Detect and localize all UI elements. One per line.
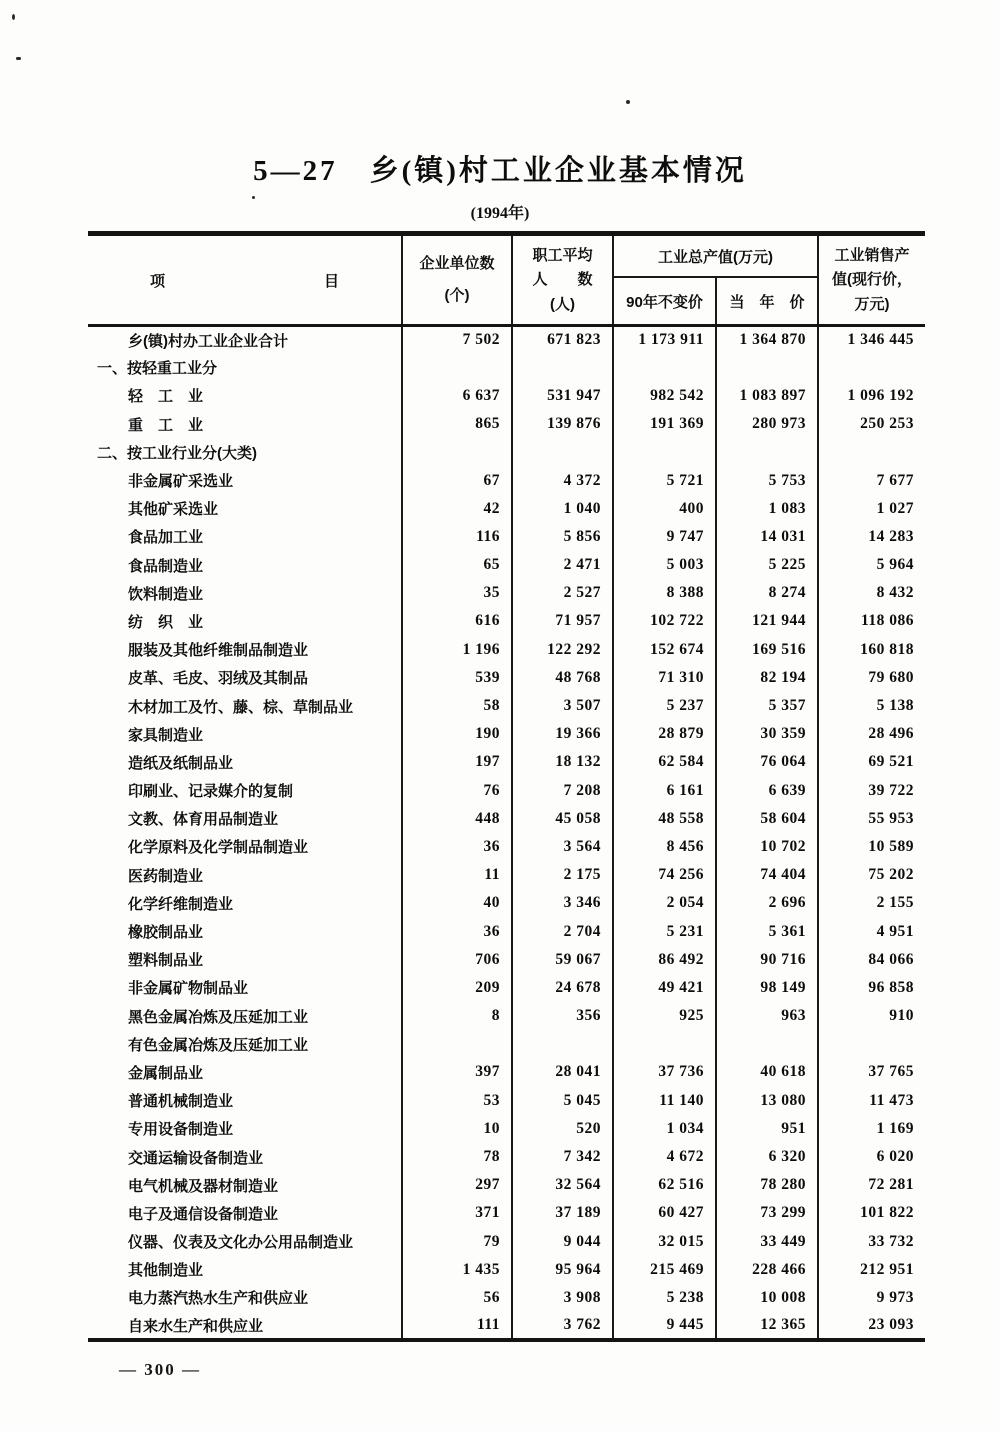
row-value: 520 [512, 1115, 613, 1143]
row-value: 6 161 [613, 777, 716, 805]
row-label: 食品加工业 [128, 529, 204, 547]
row-value: 1 040 [512, 495, 613, 523]
table-row [88, 720, 925, 748]
row-value: 9 044 [512, 1228, 613, 1256]
row-value: 12 365 [716, 1312, 818, 1340]
row-value: 33 449 [716, 1228, 818, 1256]
row-value: 40 618 [716, 1058, 818, 1086]
row-value: 69 521 [818, 748, 925, 776]
row-value: 5 856 [512, 523, 613, 551]
header-enterprises [402, 234, 512, 326]
row-value: 139 876 [512, 410, 613, 438]
row-value: 1 034 [613, 1115, 716, 1143]
header-sales-line3: 万元) [854, 295, 890, 313]
row-value: 2 054 [613, 889, 716, 917]
table-row [88, 917, 925, 945]
table-row [88, 326, 925, 354]
row-value: 169 516 [716, 636, 818, 664]
row-label: 轻 工 业 [128, 388, 204, 406]
row-label: 橡胶制品业 [128, 924, 204, 942]
table-body [88, 326, 925, 1341]
row-value [613, 438, 716, 466]
row-value: 6 637 [402, 382, 512, 410]
row-label: 纺 织 业 [128, 613, 204, 631]
header-staff-unit: (人) [550, 295, 575, 313]
row-value [818, 354, 925, 382]
table-row [88, 664, 925, 692]
row-value: 98 149 [716, 974, 818, 1002]
table-row [88, 1143, 925, 1171]
row-value: 5 045 [512, 1087, 613, 1115]
header-item-left: 项 [150, 272, 166, 290]
header-constant-price: 90年不变价 [613, 277, 716, 325]
table-row [88, 946, 925, 974]
row-value: 37 189 [512, 1199, 613, 1227]
row-label: 服装及其他纤维制品制造业 [128, 642, 309, 660]
row-value: 951 [716, 1115, 818, 1143]
row-value: 228 466 [716, 1256, 818, 1284]
row-value: 60 427 [613, 1199, 716, 1227]
row-value [402, 1030, 512, 1058]
table-row [88, 551, 925, 579]
table-row [88, 1312, 925, 1340]
row-value: 8 274 [716, 579, 818, 607]
row-value: 10 589 [818, 833, 925, 861]
row-value: 35 [402, 579, 512, 607]
row-value: 62 516 [613, 1171, 716, 1199]
row-value: 2 527 [512, 579, 613, 607]
row-value [716, 354, 818, 382]
row-value: 11 473 [818, 1087, 925, 1115]
row-value [512, 438, 613, 466]
row-label: 医药制造业 [128, 867, 204, 885]
row-label: 化学原料及化学制品制造业 [128, 839, 309, 857]
table-row [88, 1228, 925, 1256]
row-value [402, 354, 512, 382]
row-value: 3 762 [512, 1312, 613, 1340]
row-value: 865 [402, 410, 512, 438]
row-value: 1 083 897 [716, 382, 818, 410]
row-value: 2 471 [512, 551, 613, 579]
row-value: 1 173 911 [613, 326, 716, 354]
row-value: 8 456 [613, 833, 716, 861]
row-value: 37 736 [613, 1058, 716, 1086]
header-current-price: 当 年 价 [716, 277, 818, 325]
table-row [88, 495, 925, 523]
row-value [716, 438, 818, 466]
row-value: 539 [402, 664, 512, 692]
row-value: 7 502 [402, 326, 512, 354]
row-value: 1 435 [402, 1256, 512, 1284]
row-value: 2 704 [512, 917, 613, 945]
row-value: 3 564 [512, 833, 613, 861]
row-value: 33 732 [818, 1228, 925, 1256]
row-value: 9 973 [818, 1284, 925, 1312]
row-value: 5 721 [613, 466, 716, 494]
header-enterprises-label: 企业单位数 [419, 254, 495, 272]
row-value: 32 015 [613, 1228, 716, 1256]
header-staff-line1: 职工平均 [532, 246, 593, 264]
row-value: 19 366 [512, 720, 613, 748]
row-value: 6 020 [818, 1143, 925, 1171]
row-value: 982 542 [613, 382, 716, 410]
row-label: 一、按轻重工业分 [97, 360, 218, 378]
row-value: 72 281 [818, 1171, 925, 1199]
row-value: 78 280 [716, 1171, 818, 1199]
row-label: 塑料制品业 [128, 952, 204, 970]
header-item-right: 目 [323, 272, 339, 290]
row-value: 197 [402, 748, 512, 776]
table-row [88, 466, 925, 494]
row-label: 化学纤维制造业 [128, 895, 234, 913]
row-value: 37 765 [818, 1058, 925, 1086]
row-value: 8 [402, 1002, 512, 1030]
scan-speck [16, 57, 21, 60]
row-value: 1 196 [402, 636, 512, 664]
row-value: 356 [512, 1002, 613, 1030]
row-value: 48 768 [512, 664, 613, 692]
row-value: 963 [716, 1002, 818, 1030]
table-row [88, 354, 925, 382]
row-value: 59 067 [512, 946, 613, 974]
row-label: 非金属矿采选业 [128, 473, 234, 491]
row-value: 71 310 [613, 664, 716, 692]
row-label: 电力蒸汽热水生产和供应业 [128, 1290, 309, 1308]
row-value: 5 138 [818, 692, 925, 720]
row-value: 3 346 [512, 889, 613, 917]
header-enterprises-unit: (个) [444, 287, 470, 305]
header-staff-line2: 人 数 [532, 271, 593, 288]
row-value: 62 584 [613, 748, 716, 776]
row-value: 4 951 [818, 917, 925, 945]
row-label: 电气机械及器材制造业 [128, 1177, 279, 1195]
row-value: 9 747 [613, 523, 716, 551]
row-value: 14 031 [716, 523, 818, 551]
row-value: 65 [402, 551, 512, 579]
scan-speck [12, 14, 15, 20]
row-value: 7 677 [818, 466, 925, 494]
row-value: 7 342 [512, 1143, 613, 1171]
row-value: 101 822 [818, 1199, 925, 1227]
row-label: 乡(镇)村办工业企业合计 [128, 332, 288, 350]
row-value: 4 372 [512, 466, 613, 494]
row-value: 5 003 [613, 551, 716, 579]
table-row [88, 1115, 925, 1143]
scan-speck [252, 196, 255, 199]
header-item [88, 234, 402, 326]
row-value: 6 320 [716, 1143, 818, 1171]
table-row [88, 833, 925, 861]
row-value: 152 674 [613, 636, 716, 664]
row-value: 40 [402, 889, 512, 917]
row-value: 671 823 [512, 326, 613, 354]
table-row [88, 1171, 925, 1199]
row-value: 116 [402, 523, 512, 551]
table-row [88, 636, 925, 664]
row-value: 5 238 [613, 1284, 716, 1312]
row-value: 1 346 445 [818, 326, 925, 354]
row-value: 280 973 [716, 410, 818, 438]
row-value: 1 027 [818, 495, 925, 523]
row-value: 191 369 [613, 410, 716, 438]
row-value: 3 507 [512, 692, 613, 720]
row-value: 74 404 [716, 861, 818, 889]
row-value: 36 [402, 833, 512, 861]
table-row [88, 410, 925, 438]
row-value: 10 702 [716, 833, 818, 861]
table-header [88, 234, 925, 326]
row-value: 9 445 [613, 1312, 716, 1340]
row-value [512, 354, 613, 382]
statistics-table [88, 231, 925, 1342]
table-row [88, 523, 925, 551]
row-value: 2 175 [512, 861, 613, 889]
row-value: 86 492 [613, 946, 716, 974]
row-value: 5 237 [613, 692, 716, 720]
table-row [88, 861, 925, 889]
table-row [88, 438, 925, 466]
row-value: 7 208 [512, 777, 613, 805]
row-value: 49 421 [613, 974, 716, 1002]
row-value: 18 132 [512, 748, 613, 776]
row-value: 71 957 [512, 607, 613, 635]
row-value: 212 951 [818, 1256, 925, 1284]
row-value: 910 [818, 1002, 925, 1030]
row-value: 36 [402, 917, 512, 945]
row-value [613, 354, 716, 382]
row-value: 55 953 [818, 805, 925, 833]
row-value: 925 [613, 1002, 716, 1030]
row-label: 印刷业、记录媒介的复制 [128, 783, 294, 801]
row-value [818, 438, 925, 466]
row-value: 616 [402, 607, 512, 635]
row-value: 78 [402, 1143, 512, 1171]
row-value: 10 008 [716, 1284, 818, 1312]
row-value: 24 678 [512, 974, 613, 1002]
table-row [88, 692, 925, 720]
row-value: 190 [402, 720, 512, 748]
row-value: 160 818 [818, 636, 925, 664]
row-value: 2 155 [818, 889, 925, 917]
row-label: 电子及通信设备制造业 [128, 1205, 279, 1223]
row-value: 2 696 [716, 889, 818, 917]
row-value: 75 202 [818, 861, 925, 889]
row-label: 皮革、毛皮、羽绒及其制品 [128, 670, 309, 688]
row-value: 5 225 [716, 551, 818, 579]
row-value: 4 672 [613, 1143, 716, 1171]
table-row [88, 1002, 925, 1030]
row-value: 5 357 [716, 692, 818, 720]
row-value [613, 1030, 716, 1058]
row-value: 79 [402, 1228, 512, 1256]
row-label: 有色金属冶炼及压延加工业 [128, 1036, 309, 1054]
row-label: 饮料制造业 [128, 585, 204, 603]
row-value: 90 716 [716, 946, 818, 974]
table-row [88, 607, 925, 635]
row-value: 1 169 [818, 1115, 925, 1143]
row-value [716, 1030, 818, 1058]
row-value: 11 140 [613, 1087, 716, 1115]
row-value: 45 058 [512, 805, 613, 833]
row-value: 371 [402, 1199, 512, 1227]
row-label: 金属制品业 [128, 1064, 204, 1082]
table-row [88, 579, 925, 607]
row-value: 82 194 [716, 664, 818, 692]
page-number: — 300 — [119, 1360, 201, 1379]
row-value: 23 093 [818, 1312, 925, 1340]
row-value: 122 292 [512, 636, 613, 664]
row-value: 121 944 [716, 607, 818, 635]
row-value: 74 256 [613, 861, 716, 889]
row-value: 250 253 [818, 410, 925, 438]
row-value: 14 283 [818, 523, 925, 551]
row-value [512, 1030, 613, 1058]
row-value: 706 [402, 946, 512, 974]
header-gross-output: 工业总产值(万元) [613, 234, 818, 278]
row-value: 58 [402, 692, 512, 720]
row-value: 3 908 [512, 1284, 613, 1312]
table-row [88, 1199, 925, 1227]
row-value: 397 [402, 1058, 512, 1086]
row-value: 76 064 [716, 748, 818, 776]
table-row [88, 805, 925, 833]
table-row [88, 1256, 925, 1284]
row-label: 造纸及纸制品业 [128, 754, 234, 772]
row-value: 111 [402, 1312, 512, 1340]
row-value: 1 096 192 [818, 382, 925, 410]
row-value: 56 [402, 1284, 512, 1312]
page-subtitle: (1994年) [470, 205, 530, 222]
row-label: 重 工 业 [128, 416, 204, 434]
row-value: 400 [613, 495, 716, 523]
row-value: 67 [402, 466, 512, 494]
table-row [88, 974, 925, 1002]
row-value: 30 359 [716, 720, 818, 748]
row-value: 1 083 [716, 495, 818, 523]
row-value: 6 639 [716, 777, 818, 805]
table-row [88, 1030, 925, 1058]
row-value: 11 [402, 861, 512, 889]
row-value: 215 469 [613, 1256, 716, 1284]
row-label: 交通运输设备制造业 [128, 1149, 264, 1167]
row-value: 48 558 [613, 805, 716, 833]
row-value: 297 [402, 1171, 512, 1199]
row-value [818, 1030, 925, 1058]
row-label: 二、按工业行业分(大类) [97, 444, 257, 462]
row-value: 32 564 [512, 1171, 613, 1199]
row-value: 1 364 870 [716, 326, 818, 354]
row-label: 自来水生产和供应业 [128, 1317, 264, 1335]
row-value: 5 964 [818, 551, 925, 579]
scan-speck [626, 100, 630, 104]
page-title: 5—27 乡(镇)村工业企业基本情况 [253, 155, 747, 187]
row-value: 95 964 [512, 1256, 613, 1284]
row-label: 黑色金属冶炼及压延加工业 [128, 1008, 309, 1026]
row-label: 文教、体育用品制造业 [128, 811, 279, 829]
table-row [88, 777, 925, 805]
row-value: 118 086 [818, 607, 925, 635]
row-value: 28 879 [613, 720, 716, 748]
header-sales-line2: 值(现行价， [832, 271, 912, 288]
table-row [88, 889, 925, 917]
row-value: 5 361 [716, 917, 818, 945]
row-value: 10 [402, 1115, 512, 1143]
row-value: 39 722 [818, 777, 925, 805]
table-row [88, 382, 925, 410]
row-label: 木材加工及竹、藤、棕、草制品业 [128, 698, 354, 716]
table-row [88, 1087, 925, 1115]
row-value: 5 231 [613, 917, 716, 945]
row-value: 209 [402, 974, 512, 1002]
row-value: 42 [402, 495, 512, 523]
row-label: 其他制造业 [128, 1262, 204, 1280]
row-value: 5 753 [716, 466, 818, 494]
row-value: 73 299 [716, 1199, 818, 1227]
row-value: 53 [402, 1087, 512, 1115]
row-value [402, 438, 512, 466]
row-label: 家具制造业 [128, 726, 204, 744]
row-value: 96 858 [818, 974, 925, 1002]
row-value: 28 041 [512, 1058, 613, 1086]
row-label: 普通机械制造业 [128, 1093, 234, 1111]
row-value: 79 680 [818, 664, 925, 692]
row-value: 8 388 [613, 579, 716, 607]
row-label: 食品制造业 [128, 557, 204, 575]
header-staff [512, 234, 613, 326]
table-row [88, 1284, 925, 1312]
row-value: 76 [402, 777, 512, 805]
table-row [88, 748, 925, 776]
row-value: 58 604 [716, 805, 818, 833]
row-label: 非金属矿物制品业 [128, 980, 249, 998]
row-label: 其他矿采选业 [128, 501, 219, 519]
table-row [88, 1058, 925, 1086]
row-value: 28 496 [818, 720, 925, 748]
header-sales [818, 234, 925, 326]
row-label: 专用设备制造业 [128, 1121, 234, 1139]
row-value: 8 432 [818, 579, 925, 607]
row-value: 13 080 [716, 1087, 818, 1115]
header-sales-line1: 工业销售产 [834, 246, 910, 264]
row-value: 102 722 [613, 607, 716, 635]
row-value: 84 066 [818, 946, 925, 974]
row-value: 531 947 [512, 382, 613, 410]
row-label: 仪器、仪表及文化办公用品制造业 [128, 1234, 354, 1252]
row-value: 448 [402, 805, 512, 833]
